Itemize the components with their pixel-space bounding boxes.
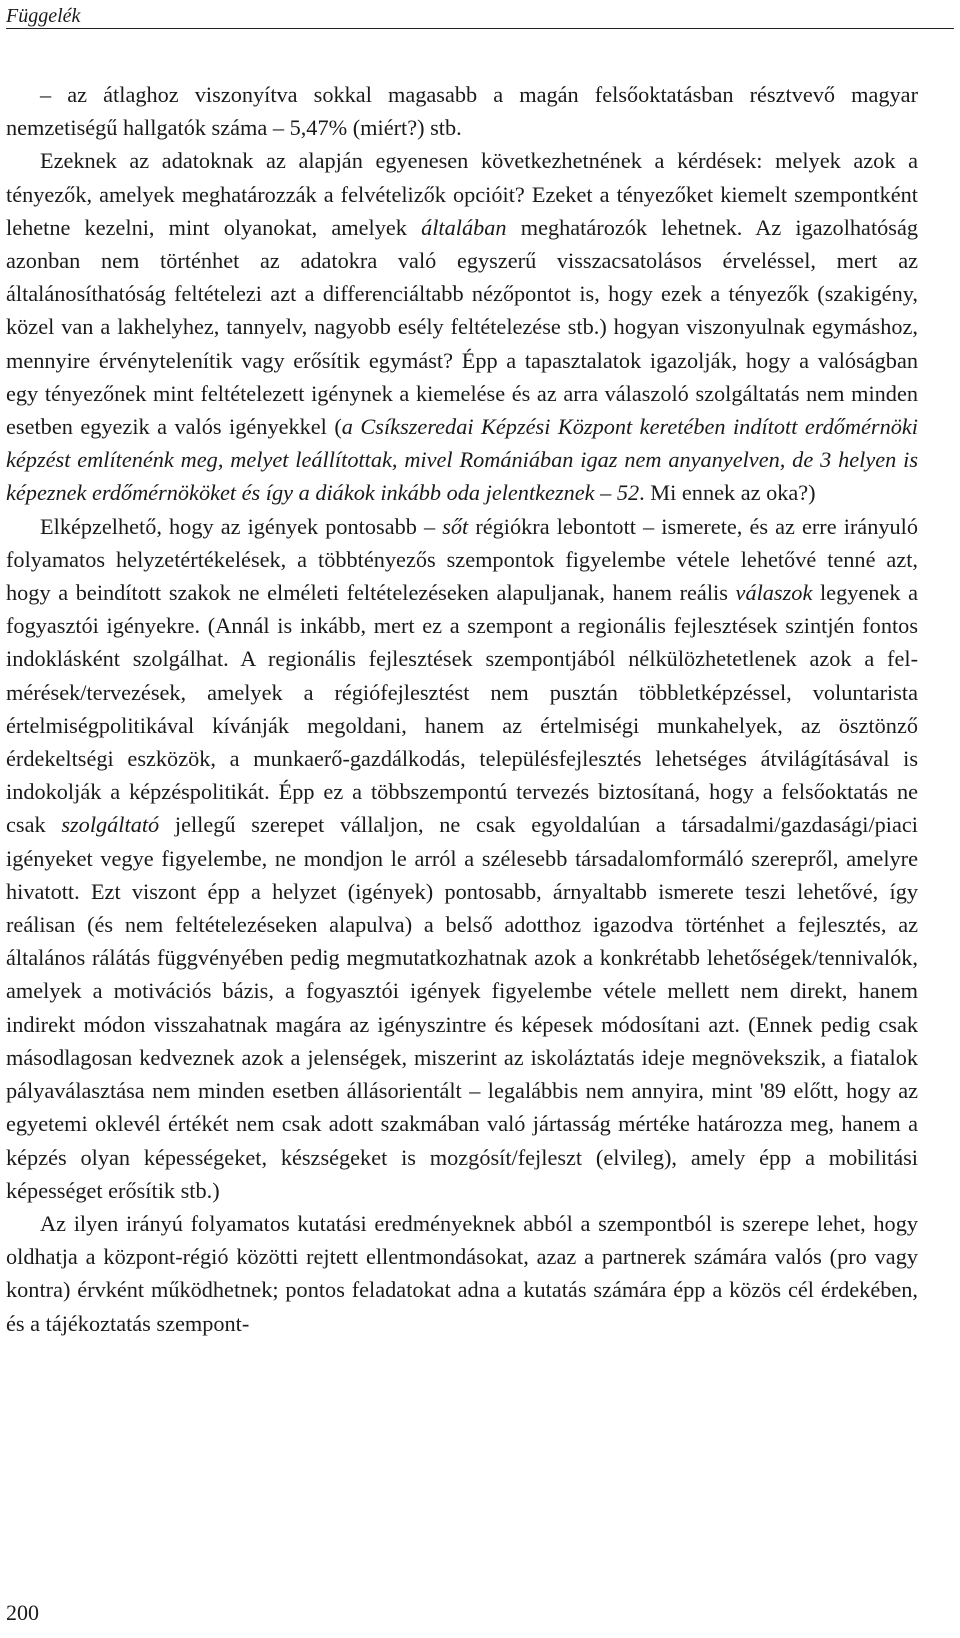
page-number: 200 [6, 1600, 39, 1625]
text-run: jellegű szerepet vállaljon, ne csak egyoldalúan a társadalmi/gazdasági/piaci igényeket vegye figyelembe, ne mondjon le arról a szélesebb társadalomformáló szerepről, amelyre hivatott. Ezt viszont épp a helyzet (igények) pontosabb, árnyaltabb ismerete teszi lehetővé, így reálisan (és nem feltételezéseken alapulva) a belső adotthoz igazodva történhet a fejlesztés, az általános rálátás függvényében pedig megmutatkozhatnak azok a konkrétabb lehetőségek/tennivalók, amelyek a motivációs bázis, a fogyasztói igények figyelembe vétele mellett nem direkt, hanem indirekt módon visszahatnak magára az igényszintre és képesek módosítani azt. (Ennek pedig csak másodlagosan kedveznek azok a jelenségek, miszerint az iskoláztatás ideje megnövekszik, a fiatalok pályaválasztása nem minden esetben állásorientált – legalábbis nem annyira, mint '89 előtt, hogy az egyetemi oklevél értékét nem csak adott szakmában való jártasság mértéke határozza meg, hanem a képzés olyan képességeket, készségeket is mozgósít/fejleszt (elvileg), amely épp a mobilitási képességet erősítik stb.) [6, 812, 918, 1203]
text-run: legyenek a fogyasztói igényekre. (Annál is inkább, mert ez a szempont a regionális fejlesztések szintjén fontos indoklásként szolgálhat. A regionális fejlesztések szempontjából nélkülözhetetlenek azok a felmérések/tervezések, amelyek a régiófejlesztést nem pusztán többletképzéssel, voluntarista értelmiségpolitikával kívánják megoldani, hanem az értelmiségi munkahelyek, az ösztönző érdekeltségi eszközök, a munkaerő-gazdálkodás, településfejlesztés lehetséges átvilágításával is indokolják a képzéspolitikát. Épp ez a többszempontú tervezés biztosítaná, hogy a felsőoktatás ne csak [6, 580, 918, 838]
text-run: Elképzelhető, hogy az igények pontosabb – [40, 513, 443, 539]
running-head: Függelék [6, 5, 81, 27]
paragraph-2 [6, 144, 918, 509]
italic-text: szolgáltató [61, 812, 160, 838]
text-run: – az átlaghoz viszonyítva sokkal magasabb a magán felsőoktatásban résztvevő magyar nemzetiségű hallgatók száma – 5,47% (miért?) stb. [6, 82, 918, 141]
text-run: régiókra lebontott – ismerete, és az erre irányuló folyamatos helyzetértékelések, a többtényezős szempontok figyelembe vétele lehetővé tenné azt, hogy a beindított szakok ne elméleti feltételezéseken alapuljanak, hanem reális [6, 513, 918, 606]
italic-text: a Csíkszeredai Képzési Központ keretében indított erdőmérnöki képzést említenénk meg, melyet leállítottak, mivel Romániában igaz nem anyanyelven, de 3 helyen is képeznek erdőmérnököket és így a diákok inkább oda jelentkeznek – 52 [6, 414, 918, 506]
italic-text: általában [421, 214, 507, 240]
text-run: Ezeknek az adatoknak az alapján egyenesen következhetnének a kérdések: melyek azok a tényezők, amelyek meghatározzák a felvételizők opcióit? Ezeket a tényezőket kiemelt szempontként lehetne kezelni, mint olyanokat, amelyek [6, 148, 918, 240]
header-rule [6, 28, 954, 29]
text-run: meghatározók lehetnek. Az igazolhatóság azonban nem történhet az adatokra való egyszerű visszacsatolásos érveléssel, mert az általánosíthatóság feltételezi azt a differenciáltabb nézőpontot is, hogy ezek a tényezők (szakigény, közel van a lakhelyhez, tannyelv, nagyobb esély feltételezése stb.) hogyan viszonyulnak egymáshoz, mennyire érvénytelenítik vagy erősítik egymást? Épp a tapasztalatok igazolják, hogy a valóságban egy tényezőnek mint feltételezett igénynek a kiemelése és az arra válaszoló szolgáltatás nem minden esetben egyezik a valós igényekkel ( [6, 214, 919, 440]
body-text [6, 78, 918, 1340]
paragraph-3 [6, 510, 918, 1207]
italic-text: válaszok [735, 580, 813, 606]
text-run: . Mi ennek az oka?) [639, 480, 816, 506]
text-run: Az ilyen irányú folyamatos kutatási eredményeknek abból a szempontból is szerepe lehet, hogy oldhatja a központ-régió közötti rejtett ellentmondásokat, azaz a partnerek számára valós (pro vagy kontra) érvként működhetnek; pontos feladatokat adna a kutatás számára épp a közös cél érdekében, és a tájékoztatás szempont- [6, 1210, 918, 1336]
paragraph-1 [6, 78, 918, 144]
paragraph-4 [6, 1207, 918, 1340]
italic-text: sőt [442, 513, 469, 539]
